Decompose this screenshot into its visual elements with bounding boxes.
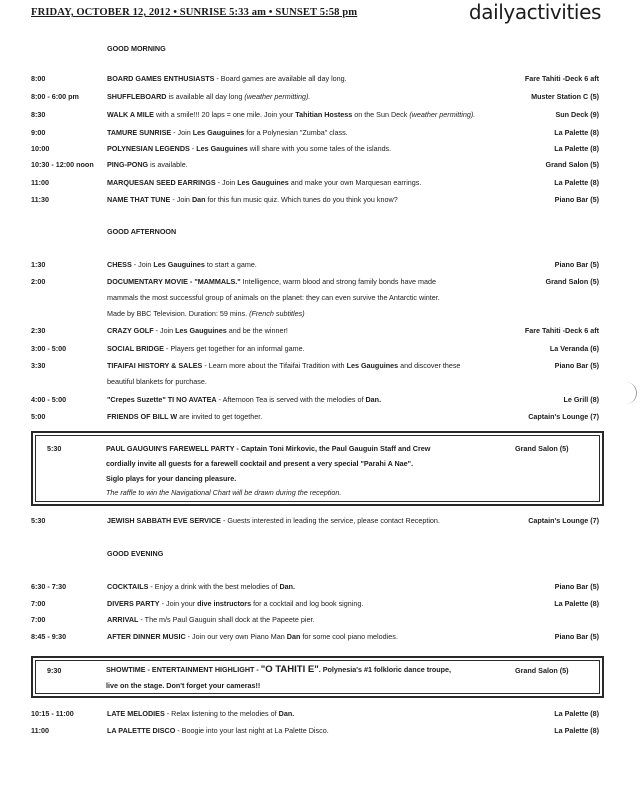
activity-row	[0, 110, 641, 122]
activity-time: 11:00	[31, 726, 49, 735]
activity-cont-italic: (French subtitles)	[249, 309, 305, 318]
activity-time: 8:00	[31, 74, 46, 83]
activity-time: 7:00	[31, 599, 46, 608]
activity-time: 6:30 - 7:30	[31, 582, 67, 591]
activity-description	[107, 344, 517, 353]
activity-location: La Palette (8)	[554, 128, 599, 137]
date-sunrise-sunset-line: FRIDAY, OCTOBER 12, 2012 • SUNRISE 5:33 am • SUNSET 5:58 pm	[31, 7, 358, 18]
activity-title: DOCUMENTARY MOVIE - "MAMMALS."	[107, 277, 241, 286]
activity-italic: (weather permitting).	[244, 92, 311, 101]
activity-location: Piano Bar (5)	[554, 195, 599, 204]
activity-text2: for a Polynesian "Zumba" class.	[244, 128, 348, 137]
activity-text: with a smile!!! 20 laps = one mile. Join your	[153, 110, 296, 119]
activity-text: - Join	[215, 178, 238, 187]
activity-title: COCKTAILS	[107, 582, 149, 591]
activity-location: La Palette (8)	[554, 178, 599, 187]
activity-location: Piano Bar (5)	[554, 632, 599, 641]
activity-bold2: Dan.	[365, 395, 382, 404]
activity-location: Piano Bar (5)	[554, 260, 599, 269]
activity-description	[107, 395, 517, 404]
activity-title: "Crepes Suzette" TI NO AVATEA	[107, 395, 217, 404]
showtime-show-name: "O TAHITI E"	[260, 664, 319, 675]
activity-location: La Palette (8)	[554, 726, 599, 735]
activity-bold2: Tahitian Hostess	[295, 110, 353, 119]
activity-text: - Board games are available all day long.	[214, 74, 347, 83]
activity-time: 10:30 - 12:00 noon	[31, 160, 94, 169]
activity-row	[0, 195, 641, 207]
activity-bold2: Les Gauguines	[153, 260, 205, 269]
activity-row	[0, 277, 641, 318]
activity-continuation	[107, 309, 305, 318]
activity-continuation: mammals the most successful group of animals on the planet: they can even survive the Antarctic winter.	[107, 293, 440, 302]
showtime-location: Grand Salon (5)	[515, 666, 569, 675]
activity-text: - Learn more about the Tifaifai Tradition with	[202, 361, 347, 370]
activity-location: Sun Deck (9)	[555, 110, 599, 119]
activity-time: 9:00	[31, 128, 46, 137]
activity-location: La Palette (8)	[554, 144, 599, 153]
activity-row	[0, 128, 641, 140]
activity-text: -	[189, 144, 197, 153]
activity-bold2: Les Gauguines	[346, 361, 399, 370]
activity-title: CHESS	[107, 260, 132, 269]
activity-description	[107, 92, 517, 101]
activity-time: 5:00	[31, 412, 46, 421]
activity-title: TIFAIFAI HISTORY & SALES	[107, 361, 203, 370]
activity-text: - Relax listening to the melodies of	[164, 709, 279, 718]
activity-row	[0, 516, 641, 528]
activity-description	[107, 582, 517, 591]
activity-description	[107, 326, 517, 335]
activity-description	[107, 144, 517, 153]
activity-row	[0, 709, 641, 721]
activity-description	[107, 277, 517, 286]
activity-description	[107, 412, 517, 421]
activity-text: - Boogie into your last night at La Palette Disco.	[175, 726, 329, 735]
activity-time: 10:00	[31, 144, 50, 153]
activity-text: - Join	[171, 128, 193, 137]
activity-time: 11:30	[31, 195, 49, 204]
activity-cont-text: Made by BBC Television. Duration: 59 mins.	[107, 309, 250, 318]
activity-text: is available all day long	[166, 92, 245, 101]
activity-title: FRIENDS OF BILL W	[107, 412, 178, 421]
section-good-afternoon: GOOD AFTERNOON	[107, 227, 177, 236]
activity-location: La Palette (8)	[554, 599, 599, 608]
activity-title: MARQUESAN SEED EARRINGS	[107, 178, 216, 187]
showtime-line-1	[106, 664, 451, 675]
activity-description	[107, 110, 517, 119]
activity-italic: (weather permitting).	[409, 110, 476, 119]
activity-title: SOCIAL BRIDGE	[107, 344, 164, 353]
activity-text2: for this fun music quiz. Which tunes do you think you know?	[205, 195, 398, 204]
activity-description	[107, 195, 517, 204]
activity-location: Le Grill (8)	[563, 395, 599, 404]
activity-bold2: dive instructors	[197, 599, 252, 608]
activity-text: - Join your	[159, 599, 198, 608]
activity-row	[0, 178, 641, 190]
activity-description	[107, 726, 517, 735]
activity-description	[107, 160, 517, 169]
activity-time: 3:30	[31, 361, 46, 370]
activity-location: Grand Salon (5)	[545, 160, 599, 169]
activity-time: 7:00	[31, 615, 46, 624]
activity-time: 8:00 - 6:00 pm	[31, 92, 79, 101]
activity-bold2: Les Gauguines	[192, 128, 245, 137]
activity-location: Piano Bar (5)	[554, 361, 599, 370]
activity-text2: and discover these	[398, 361, 461, 370]
showtime-box	[31, 656, 604, 698]
activity-text: are invited to get together.	[177, 412, 263, 421]
activity-text: - The m/s Paul Gauguin shall dock at the Papeete pier.	[138, 615, 315, 624]
activity-title: POLYNESIAN LEGENDS	[107, 144, 190, 153]
activity-text: - Players get together for an informal game.	[163, 344, 305, 353]
activity-title: AFTER DINNER MUSIC	[107, 632, 186, 641]
activity-text2: and be the winner!	[226, 326, 288, 335]
farewell-time: 5:30	[47, 444, 62, 453]
activity-text: Intelligence, warm blood and strong family bonds have made	[240, 277, 437, 286]
activity-row	[0, 160, 641, 172]
activity-row	[0, 260, 641, 272]
farewell-location: Grand Salon (5)	[515, 444, 569, 453]
activity-description	[107, 599, 517, 608]
activity-title: LATE MELODIES	[107, 709, 165, 718]
activity-row	[0, 599, 641, 611]
showtime-prefix: SHOWTIME - ENTERTAINMENT HIGHLIGHT -	[106, 665, 261, 674]
activity-text2: on the Sun Deck	[352, 110, 410, 119]
section-good-morning: GOOD MORNING	[107, 44, 166, 53]
activity-text2: for a cocktail and log book signing.	[251, 599, 364, 608]
activity-location: La Veranda (6)	[549, 344, 599, 353]
activity-location: Captain's Lounge (7)	[528, 516, 599, 525]
activity-row	[0, 615, 641, 627]
activity-location: Fare Tahiti -Deck 6 aft	[524, 326, 599, 335]
activity-time: 5:30	[31, 516, 46, 525]
activity-text: - Join	[131, 260, 154, 269]
farewell-raffle-note: The raffle to win the Navigational Chart will be drawn during the reception.	[106, 488, 342, 497]
activity-continuation: beautiful blankets for purchase.	[107, 377, 207, 386]
activity-text: is available.	[148, 160, 188, 169]
activity-description	[107, 74, 517, 83]
activity-time: 1:30	[31, 260, 46, 269]
activity-row	[0, 144, 641, 156]
activity-row	[0, 726, 641, 738]
activity-row	[0, 326, 641, 338]
showtime-suffix: . Polynesia's #1 folkloric dance troupe,	[318, 665, 452, 674]
activity-location: La Palette (8)	[554, 709, 599, 718]
activity-text: - Guests interested in leading the service, please contact Reception.	[220, 516, 440, 525]
activity-row	[0, 582, 641, 594]
activity-time: 8:30	[31, 110, 46, 119]
activity-time: 2:30	[31, 326, 46, 335]
showtime-time: 9:30	[47, 666, 62, 675]
activity-title: CRAZY GOLF	[107, 326, 154, 335]
farewell-line-3: Siglo plays for your dancing pleasure.	[106, 474, 237, 483]
showtime-line-2: live on the stage. Don't forget your cameras!!	[106, 681, 261, 690]
activity-location: Captain's Lounge (7)	[528, 412, 599, 421]
activity-description	[107, 516, 517, 525]
activity-location: Piano Bar (5)	[554, 582, 599, 591]
activity-title: DIVERS PARTY	[107, 599, 160, 608]
activity-row	[0, 92, 641, 104]
activity-description	[107, 361, 517, 370]
activity-row	[0, 344, 641, 356]
activity-bold2: Dan.	[279, 582, 296, 591]
activity-title: PING-PONG	[107, 160, 149, 169]
activity-location: Muster Station C (5)	[531, 92, 599, 101]
activity-text: - Join	[170, 195, 192, 204]
farewell-line-2: cordially invite all guests for a farewell cocktail and present a very special "Parahi A Nae".	[106, 459, 414, 468]
activity-text2: will share with you some tales of the islands.	[247, 144, 392, 153]
activity-time: 2:00	[31, 277, 46, 286]
activity-time: 11:00	[31, 178, 49, 187]
activity-title: ARRIVAL	[107, 615, 139, 624]
activity-text2: for some cool piano melodies.	[300, 632, 398, 641]
activity-time: 8:45 - 9:30	[31, 632, 67, 641]
section-good-evening: GOOD EVENING	[107, 549, 164, 558]
activity-text: - Join	[153, 326, 176, 335]
activity-text: - Afternoon Tea is served with the melodies of	[216, 395, 366, 404]
daily-activities-brand: dailyactivities	[468, 0, 601, 24]
activity-bold2: Dan.	[278, 709, 295, 718]
activity-row	[0, 412, 641, 424]
activity-text: - Join our very own Piano Man	[185, 632, 287, 641]
activity-title: NAME THAT TUNE	[107, 195, 171, 204]
activity-location: Fare Tahiti -Deck 6 aft	[524, 74, 599, 83]
activity-title: BOARD GAMES ENTHUSIASTS	[107, 74, 215, 83]
activity-time: 4:00 - 5:00	[31, 395, 67, 404]
activity-bold2: Dan	[191, 195, 206, 204]
farewell-line-1: PAUL GAUGUIN'S FAREWELL PARTY - Captain Toni Mirkovic, the Paul Gauguin Staff and Crew	[106, 444, 431, 453]
activity-row	[0, 632, 641, 644]
activity-row	[0, 74, 641, 86]
activity-row	[0, 395, 641, 407]
activity-description	[107, 178, 517, 187]
activity-time: 3:00 - 5:00	[31, 344, 67, 353]
activity-bold2: Les Gauguines	[196, 144, 248, 153]
activity-description	[107, 128, 517, 137]
activity-description	[107, 260, 517, 269]
activity-location: Grand Salon (5)	[545, 277, 599, 286]
activity-bold2: Dan	[286, 632, 301, 641]
activity-title: WALK A MILE	[107, 110, 154, 119]
activity-text2: to start a game.	[204, 260, 257, 269]
activity-text2: and make your own Marquesan earrings.	[288, 178, 422, 187]
farewell-party-box	[31, 431, 604, 506]
activity-title: SHUFFLEBOARD	[107, 92, 167, 101]
activity-description	[107, 709, 517, 718]
activity-title: LA PALETTE DISCO	[107, 726, 176, 735]
activity-description	[107, 632, 517, 641]
activity-row	[0, 361, 641, 386]
activity-bold2: Les Gauguines	[175, 326, 227, 335]
activity-title: JEWISH SABBATH EVE SERVICE	[107, 516, 221, 525]
activity-text: - Enjoy a drink with the best melodies of	[148, 582, 280, 591]
activity-description	[107, 615, 517, 624]
activity-time: 10:15 - 11:00	[31, 709, 74, 718]
activity-title: TAMURE SUNRISE	[107, 128, 172, 137]
activity-bold2: Les Gauguines	[237, 178, 289, 187]
